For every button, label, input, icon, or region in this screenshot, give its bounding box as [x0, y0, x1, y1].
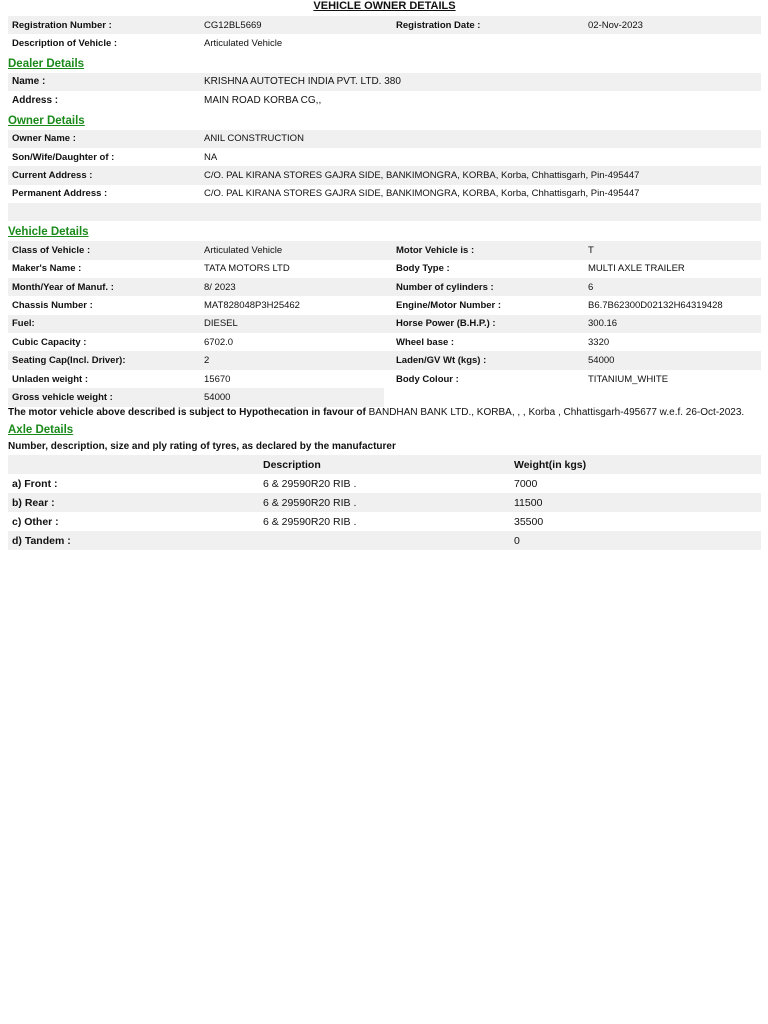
vehicle-row: [8, 278, 761, 296]
axle-row: [8, 474, 761, 493]
vehicle-value: DIESEL: [204, 318, 238, 330]
vehicle-value: 6702.0: [204, 336, 234, 348]
axle-weight: 0: [514, 534, 520, 547]
vehicle-value: TATA MOTORS LTD: [204, 263, 290, 275]
vehicle-value: Articulated Vehicle: [204, 244, 283, 256]
axle-label: d) Tandem :: [12, 534, 71, 547]
axle-description: 6 & 29590R20 RIB .: [263, 515, 357, 528]
relation-row: [8, 148, 761, 166]
relation-value: NA: [204, 151, 218, 163]
hypothecation-text: [8, 407, 761, 420]
vehicle-label: Month/Year of Manuf. :: [12, 281, 114, 293]
dealer-address-row: [8, 91, 761, 109]
axle-note: Number, description, size and ply rating of tyres, as declared by the manufacturer: [8, 441, 396, 453]
axle-label: b) Rear :: [12, 496, 55, 509]
gross-weight-row: [8, 388, 384, 406]
owner-name-value: ANIL CONSTRUCTION: [204, 133, 304, 145]
axle-row: [8, 493, 761, 512]
axle-row: [8, 512, 761, 531]
vehicle-label: Laden/GV Wt (kgs) :: [396, 355, 487, 367]
owner-name-row: [8, 130, 761, 148]
reg-date-value: 02-Nov-2023: [588, 19, 643, 31]
vehicle-row: [8, 351, 761, 369]
axle-row: [8, 531, 761, 550]
vehicle-label: Number of cylinders :: [396, 281, 494, 293]
vehicle-row: [8, 260, 761, 278]
blank-row: [8, 203, 761, 221]
vehicle-label: Maker's Name :: [12, 263, 82, 275]
axle-heading: Axle Details: [8, 424, 74, 437]
axle-weight: 7000: [514, 477, 538, 490]
vehicle-value: B6.7B62300D02132H64319428: [588, 299, 723, 311]
permanent-address-value: C/O. PAL KIRANA STORES GAJRA SIDE, BANKIMONGRA, KORBA, Korba, Chhattisgarh, Pin-495447: [204, 188, 640, 200]
vehicle-label: Chassis Number :: [12, 299, 93, 311]
vehicle-label: Fuel:: [12, 318, 35, 330]
vehicle-label: Motor Vehicle is :: [396, 244, 475, 256]
dealer-address-label: Address :: [12, 94, 59, 106]
vehicle-value: 6: [588, 281, 594, 293]
gross-weight-value: 54000: [204, 391, 231, 403]
vehicle-label: Cubic Capacity :: [12, 336, 87, 348]
axle-header-row: [8, 455, 761, 474]
axle-description: 6 & 29590R20 RIB .: [263, 496, 357, 509]
page-title: VEHICLE OWNER DETAILS: [313, 0, 456, 12]
owner-name-label: Owner Name :: [12, 133, 76, 145]
dealer-address-value: MAIN ROAD KORBA CG,,: [204, 94, 322, 106]
permanent-address-row: [8, 185, 761, 203]
dealer-name-row: [8, 73, 761, 91]
vehicle-table: [8, 241, 761, 388]
permanent-address-label: Permanent Address :: [12, 188, 108, 200]
reg-no-value: CG12BL5669: [204, 19, 262, 31]
vehicle-label: Class of Vehicle :: [12, 244, 91, 256]
vehicle-row: [8, 315, 761, 333]
current-address-row: [8, 166, 761, 184]
relation-label: Son/Wife/Daughter of :: [12, 151, 115, 163]
axle-table: [8, 474, 761, 550]
description-row: [8, 34, 761, 52]
vehicle-row: [8, 333, 761, 351]
hypothecation-detail: BANDHAN BANK LTD., KORBA, , , Korba , Chhattisgarh-495677 w.e.f. 26-Oct-2023.: [368, 406, 745, 418]
vehicle-heading: Vehicle Details: [8, 226, 89, 239]
reg-no-label: Registration Number :: [12, 19, 112, 31]
dealer-heading: Dealer Details: [8, 57, 85, 70]
vehicle-value: 300.16: [588, 318, 618, 330]
vehicle-value: 54000: [588, 355, 615, 367]
desc-value: Articulated Vehicle: [204, 38, 283, 50]
vehicle-value: 15670: [204, 373, 231, 385]
vehicle-value: T: [588, 244, 594, 256]
vehicle-label: Horse Power (B.H.P.) :: [396, 318, 496, 330]
vehicle-label: Body Type :: [396, 263, 450, 275]
vehicle-label: Engine/Motor Number :: [396, 299, 502, 311]
axle-label: a) Front :: [12, 477, 58, 490]
gross-weight-label: Gross vehicle weight :: [12, 391, 113, 403]
vehicle-value: TITANIUM_WHITE: [588, 373, 669, 385]
axle-weight: 11500: [514, 496, 543, 509]
current-address-value: C/O. PAL KIRANA STORES GAJRA SIDE, BANKIMONGRA, KORBA, Korba, Chhattisgarh, Pin-495447: [204, 170, 640, 182]
reg-date-label: Registration Date :: [396, 19, 481, 31]
vehicle-row: [8, 370, 761, 388]
dealer-name-label: Name :: [12, 76, 46, 88]
vehicle-value: 2: [204, 355, 210, 367]
vehicle-row: [8, 296, 761, 314]
hypothecation-prefix: The motor vehicle above described is subject to Hypothecation in favour of: [8, 406, 366, 418]
desc-label: Description of Vehicle :: [12, 38, 118, 50]
axle-weight: 35500: [514, 515, 544, 528]
vehicle-label: Unladen weight :: [12, 373, 88, 385]
axle-label: c) Other :: [12, 515, 59, 528]
document: [8, 0, 761, 550]
vehicle-label: Wheel base :: [396, 336, 455, 348]
vehicle-value: 8/ 2023: [204, 281, 236, 293]
vehicle-value: MULTI AXLE TRAILER: [588, 263, 685, 275]
owner-heading: Owner Details: [8, 114, 85, 127]
registration-row: [8, 16, 761, 34]
vehicle-value: MAT828048P3H25462: [204, 299, 300, 311]
dealer-name-value: KRISHNA AUTOTECH INDIA PVT. LTD. 380: [204, 76, 401, 88]
current-address-label: Current Address :: [12, 170, 93, 182]
vehicle-row: [8, 241, 761, 259]
vehicle-label: Body Colour :: [396, 373, 459, 385]
axle-col-description: Description: [263, 458, 321, 471]
vehicle-label: Seating Cap(Incl. Driver):: [12, 355, 126, 367]
axle-description: 6 & 29590R20 RIB .: [263, 477, 357, 490]
vehicle-value: 3320: [588, 336, 610, 348]
axle-col-weight: Weight(in kgs): [514, 458, 587, 471]
